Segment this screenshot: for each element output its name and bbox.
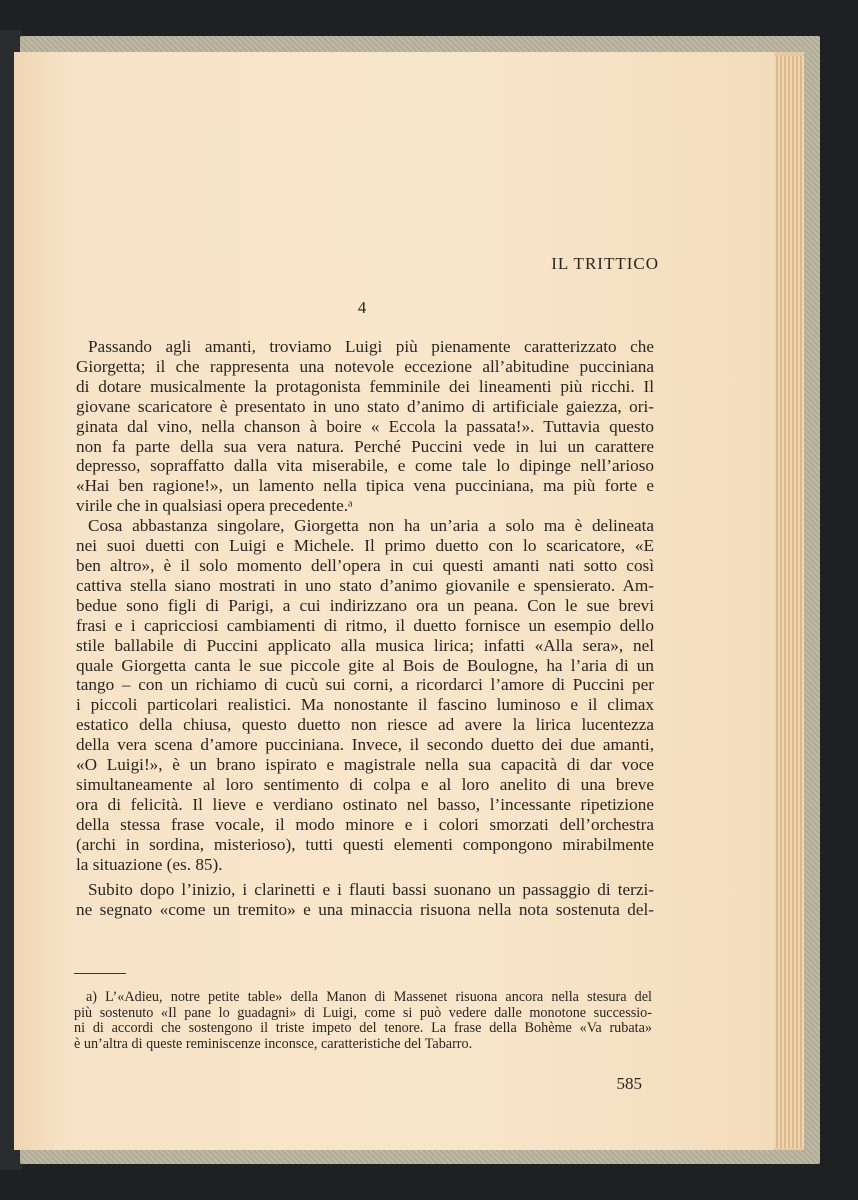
page-number: 585 [616, 1074, 642, 1093]
paragraph-1 [76, 337, 654, 516]
text-line: di dotare musicalmente la protagonista femminile dei lineamenti più ricchi. Il [76, 376, 654, 396]
text-line: tango – con un richiamo di cucù sui corni, a ricordarci l’amore di Puccini per [76, 675, 654, 695]
text-line: nei suoi duetti con Luigi e Michele. Il primo duetto con lo scaricatore, «E [76, 536, 654, 556]
text-line: (archi in sordina, misterioso), tutti questi elementi compongono mirabilmente [76, 834, 654, 854]
paragraph-2 [76, 516, 654, 874]
text-line: ben altro», è il solo momento dell’opera in cui questi amanti nati sotto così [76, 555, 654, 575]
running-head: IL TRITTICO [551, 254, 659, 273]
text-line: non fa parte della sua vera natura. Perché Puccini vede in lui un carattere [76, 436, 654, 456]
text-line: depresso, sopraffatto dalla vita miserabile, e come tale lo dipinge nell’arioso [76, 456, 654, 476]
text-line: «Hai ben ragione!», un lamento nella tipica vena pucciniana, ma più forte e [76, 476, 654, 496]
text-line: Subito dopo l’inizio, i clarinetti e i flauti bassi suonano un passaggio di terzi- [88, 880, 654, 900]
footnote [74, 990, 652, 1052]
footnote-line: più sostenuto «Il pane lo guadagni» di Luigi, come si può vedere dalle monotone successio- [74, 1004, 652, 1021]
text-line: quale Giorgetta canta le sue piccole gite al Bois de Boulogne, ha l’aria di un [76, 655, 654, 675]
text-line: stile ballabile di Puccini applicato alla musica lirica; infatti «Alla sera», nel [76, 635, 654, 655]
text-line: simultaneamente al loro sentimento di colpa e al loro anelito di una breve [76, 774, 654, 794]
body-text [76, 337, 654, 920]
footnote-line: a) L’«Adieu, notre petite table» della Manon di Massenet risuona ancora nella stesura del [86, 989, 652, 1005]
text-line: estatico della chiusa, questo duetto non riesce ad avere la lirica lucentezza [76, 715, 654, 735]
text-line: della vera scena d’amore pucciniana. Invece, il secondo duetto dei due amanti, [76, 735, 654, 755]
text-line: la situazione (es. 85). [76, 854, 223, 874]
text-line: virile che in qualsiasi opera precedente.ᵃ [76, 496, 353, 516]
footnote-rule [74, 973, 126, 974]
text-line: bedue sono figli di Parigi, a cui indirizzano ora un peana. Con le sue brevi [76, 595, 654, 615]
paragraph-3 [76, 880, 654, 920]
text-line: ne segnato «come un tremito» e una minaccia risuona nella nota sostenuta del- [76, 900, 654, 920]
footnote-line: ni di accordi che sostengono il triste impeto del tenore. La frase della Bohème «Va rubata» [74, 1020, 652, 1037]
text-line: giovane scaricatore è presentato in uno stato d’animo di artificiale gaiezza, ori- [76, 396, 654, 416]
section-number: 4 [357, 298, 367, 317]
text-line: ginata dal vino, nella chanson à boire « Eccola la passata!». Tuttavia questo [76, 416, 654, 436]
text-line: della stessa frase vocale, il modo minore e i colori smorzati dell’orchestra [76, 814, 654, 834]
text-line: Giorgetta; il che rappresenta una notevole eccezione all’abitudine pucciniana [76, 356, 654, 376]
text-line: Cosa abbastanza singolare, Giorgetta non ha un’aria a solo ma è delineata [88, 516, 654, 536]
text-line: ora di felicità. Il lieve e verdiano ostinato nel basso, l’incessante ripetizione [76, 794, 654, 814]
text-line: cattiva stella siano mostrati in uno stato d’animo giovanile e spensierato. Am- [76, 575, 654, 595]
footnote-line: è un’altra di queste reminiscenze inconsce, caratteristiche del Tabarro. [74, 1035, 473, 1052]
text-line: Passando agli amanti, troviamo Luigi più pienamente caratterizzato che [88, 337, 654, 356]
text-line: frasi e i capricciosi cambiamenti di ritmo, il duetto fornisce un esempio dello [76, 615, 654, 635]
text-line: i piccoli particolari realistici. Ma nonostante il fascino luminoso e il climax [76, 695, 654, 715]
book-page [14, 52, 774, 1150]
text-line: «O Luigi!», è un brano ispirato e magistrale nella sua capacità di dar voce [76, 755, 654, 775]
